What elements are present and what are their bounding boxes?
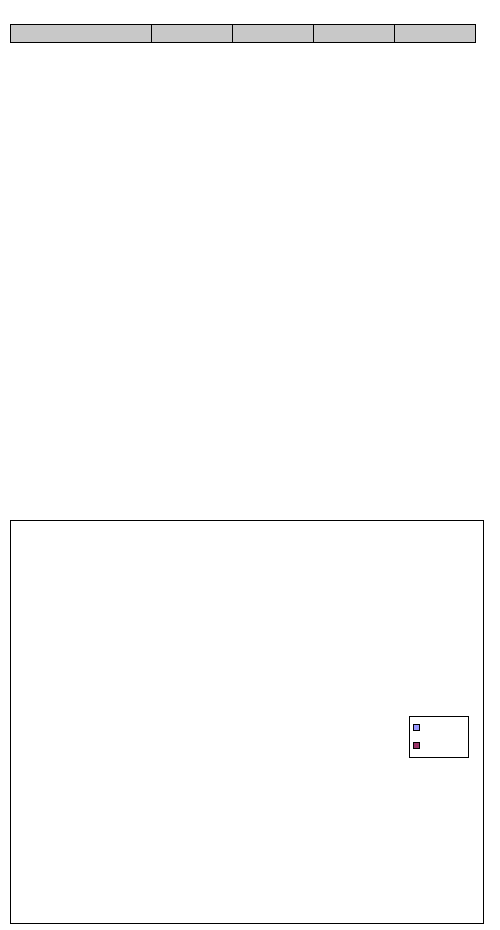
header-year (11, 25, 152, 43)
legend-item-imports (410, 737, 468, 753)
header-imports-ratio (395, 25, 476, 43)
egg-production-table (10, 24, 476, 43)
legend-swatch-production (413, 724, 420, 731)
legend-swatch-imports (413, 742, 420, 749)
header-imports (314, 25, 395, 43)
header-production-ratio (233, 25, 314, 43)
table-header-row (11, 25, 476, 43)
header-production (152, 25, 233, 43)
chart-legend (409, 716, 469, 758)
legend-item-production (410, 719, 468, 735)
